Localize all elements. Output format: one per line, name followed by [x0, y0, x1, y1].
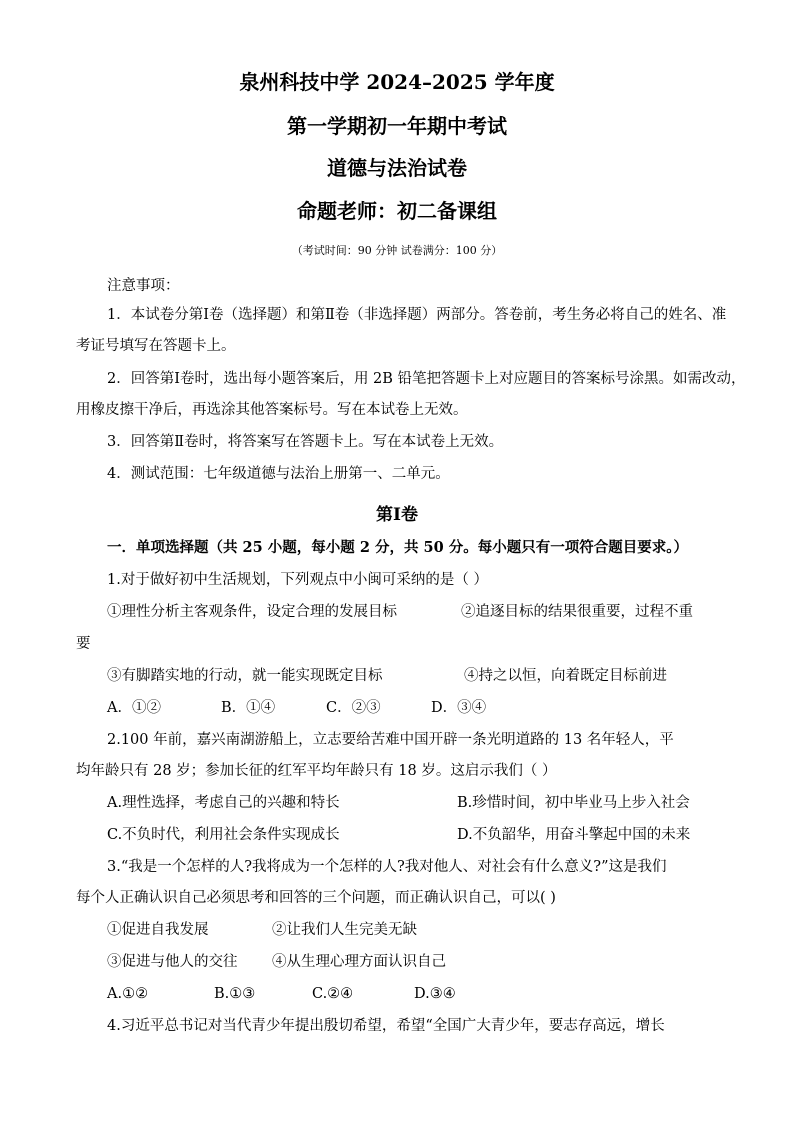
note-2-line-2: 用橡皮擦干净后，再选涂其他答案标号。写在本试卷上无效。 — [76, 402, 468, 418]
q2-stem-line-2: 均年龄只有 28 岁；参加长征的红军平均年龄只有 18 岁。这启示我们（ ） — [76, 763, 557, 779]
q1-option-c: C．②③ — [326, 700, 381, 716]
notes-heading: 注意事项： — [107, 278, 180, 294]
q1-option-a: A．①② — [107, 700, 161, 716]
q1-statement-3: ③有脚踏实地的行动，就一能实现既定目标 — [107, 668, 383, 684]
q1-statement-1: ①理性分析主客观条件，设定合理的发展目标 — [107, 604, 397, 620]
note-3: 3．回答第Ⅱ卷时，将答案写在答题卡上。写在本试卷上无效。 — [107, 434, 504, 450]
q3-option-b: B.①③ — [214, 986, 256, 1002]
exam-info: （考试时间：90 分钟 试卷满分：100 分） — [291, 244, 503, 257]
section-title: 第Ⅰ卷 — [376, 505, 418, 525]
exam-title: 第一学期初一年期中考试 — [287, 114, 507, 138]
part1-heading: 一．单项选择题（共 25 小题，每小题 2 分，共 50 分。每小题只有一项符合题目要求。） — [107, 539, 688, 556]
q3-option-a: A.①② — [107, 986, 149, 1002]
author-title: 命题老师：初二备课组 — [297, 199, 497, 223]
note-1-line-1: 1．本试卷分第Ⅰ卷（选择题）和第Ⅱ卷（非选择题）两部分。答卷前，考生务必将自己的姓名、准 — [107, 307, 727, 323]
q3-statement-2: ②让我们人生完美无缺 — [272, 922, 417, 938]
q1-statement-2-wrap: 要 — [76, 636, 91, 652]
subject-title: 道德与法治试卷 — [327, 156, 467, 180]
q1-stem: 1.对于做好初中生活规划，下列观点中小闽可采纳的是（ ） — [107, 572, 488, 588]
q1-option-d: D．③④ — [431, 700, 487, 716]
q3-statement-1: ①促进自我发展 — [107, 922, 209, 938]
q2-option-c: C.不负时代，利用社会条件实现成长 — [107, 827, 340, 843]
q2-option-d: D.不负韶华，用奋斗擎起中国的未来 — [457, 827, 691, 843]
q3-statement-3: ③促进与他人的交往 — [107, 954, 238, 970]
q1-statement-2: ②追逐目标的结果很重要，过程不重 — [461, 604, 693, 620]
q2-option-a: A.理性选择，考虑自己的兴趣和特长 — [107, 795, 340, 811]
q1-statement-4: ④持之以恒，向着既定目标前进 — [464, 668, 667, 684]
note-4: 4．测试范围：七年级道德与法治上册第一、二单元。 — [107, 466, 450, 482]
q3-stem-line-2: 每个人正确认识自己必须思考和回答的三个问题，而正确认识自己，可以( ) — [76, 890, 556, 906]
q2-stem-line-1: 2.100 年前，嘉兴南湖游船上，立志要给苦难中国开辟一条光明道路的 13 名年轻人，平 — [107, 732, 674, 748]
q2-option-b: B.珍惜时间，初中毕业马上步入社会 — [457, 795, 690, 811]
note-2-line-1: 2．回答第Ⅰ卷时，选出每小题答案后，用 2B 铅笔把答题卡上对应题目的答案标号涂黑。如需改动， — [107, 371, 746, 387]
q3-statement-4: ④从生理心理方面认识自己 — [272, 954, 446, 970]
q4-stem-line-1: 4.习近平总书记对当代青少年提出殷切希望，希望“全国广大青少年，要志存高远，增长 — [107, 1018, 665, 1034]
note-1-line-2: 考证号填写在答题卡上。 — [76, 338, 236, 354]
q3-stem-line-1: 3.“我是一个怎样的人?我将成为一个怎样的人?我对他人、对社会有什么意义?”这是我们 — [107, 859, 667, 875]
q1-option-b: B．①④ — [221, 700, 276, 716]
school-title: 泉州科技中学 2024–2025 学年度 — [239, 70, 555, 94]
q3-option-c: C.②④ — [312, 986, 354, 1002]
q3-option-d: D.③④ — [414, 986, 456, 1002]
